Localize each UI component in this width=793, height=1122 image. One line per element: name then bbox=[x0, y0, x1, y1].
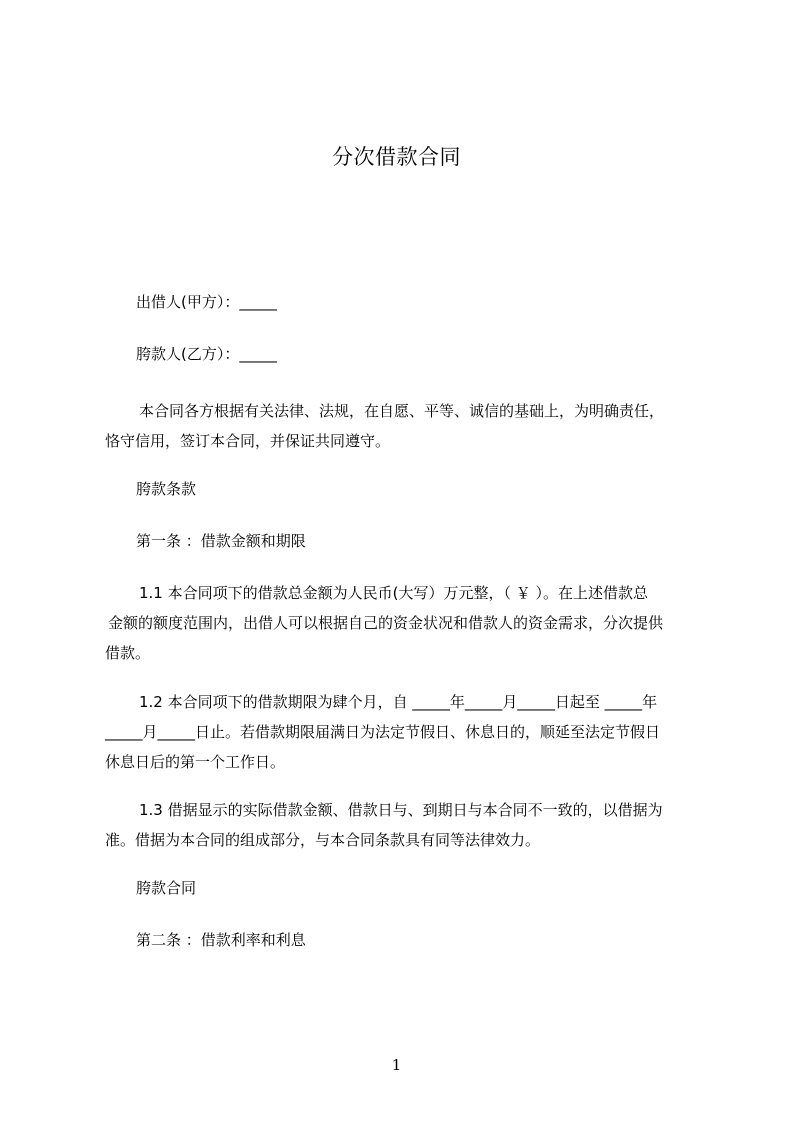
clause-1-1-line-2: 金额的额度范围内，出借人可以根据自己的资金状况和借款人的资金需求，分次提供 bbox=[108, 614, 664, 632]
clause-1-2-line-2: _____月_____日止。若借款期限届满日为法定节假日、休息日的，顺延至法定节假日 bbox=[105, 723, 661, 741]
clause-1-1-line-3: 借款。 bbox=[105, 644, 151, 662]
clause-1-2-line-3: 休息日后的第一个工作日。 bbox=[105, 753, 286, 771]
article-2-title: 第二条 ：借款利率和利息 bbox=[136, 931, 306, 949]
preamble-line-2: 恪守信用，签订本合同，并保证共同遵守。 bbox=[105, 432, 391, 450]
clause-1-3-line-2: 准。借据为本合同的组成部分，与本合同条款具有同等法律效力。 bbox=[105, 831, 541, 849]
article-1-title: 第一条 ：借款金额和期限 bbox=[136, 532, 306, 550]
clause-1-1 bbox=[105, 578, 705, 668]
borrower-line: 胯款人(乙方）：_____ bbox=[136, 345, 277, 363]
clause-1-2-line-1: 1.2 本合同项下的借款期限为肆个月，自 _____年_____月_____日起至 _____年 bbox=[139, 693, 658, 711]
clause-1-3-line-1: 1.3 借据显示的实际借款金额、借款日与、到期日与本合同不一致的，以借据为 bbox=[139, 801, 663, 819]
clause-1-3 bbox=[105, 795, 705, 855]
page-number: 1 bbox=[391, 1056, 402, 1074]
section-heading-loan-contract: 胯款合同 bbox=[136, 879, 197, 897]
section-heading-loan-terms: 胯款条款 bbox=[136, 480, 197, 498]
preamble-paragraph bbox=[105, 396, 705, 456]
clause-1-2 bbox=[105, 687, 705, 777]
clause-1-1-line-1: 1.1 本合同项下的借款总金额为人民币(大写）万元整，（ ￥ ）。在上述借款总 bbox=[139, 584, 649, 602]
document-title: 分次借款合同 bbox=[332, 145, 461, 169]
lender-line: 出借人(甲方）：_____ bbox=[136, 293, 277, 311]
preamble-line-1: 本合同各方根据有关法律、法规，在自愿、平等、诚信的基础上，为明确责任， bbox=[139, 402, 665, 420]
